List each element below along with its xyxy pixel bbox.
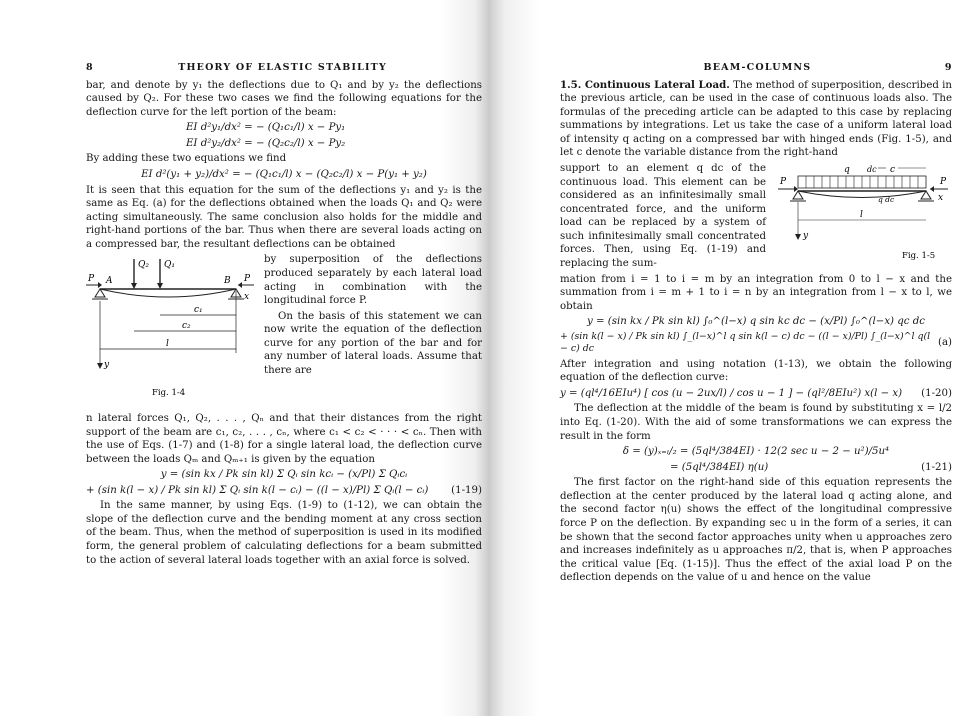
fig4-label-y: y (104, 360, 110, 371)
fig4-label-l: l (166, 339, 169, 350)
equation-1-19-number: (1-19) (451, 484, 482, 496)
left-paragraph-6: In the same manner, by using Eqs. (1-9) to (1-12), we can obtain the slope of the deflection curve and the bending moment at any cross section of the beam. Thus, when the method of superposition is used in its modified form, the general problem of calculating deflections for a beam submitted to the action of several lateral loads together with an axial force is solved. (86, 500, 482, 566)
equation-1-19-line-1: y = (sin kx / Pk sin kl) Σ Qᵢ sin kcᵢ − (x/Pl) Σ Qᵢcᵢ (160, 469, 408, 481)
left-paragraph-3: It is seen that this equation for the sum of the deflections y₁ and y₂ is the same as Eq. (a) for the deflections obtained when the loads Q₁ and Q₂ were acting simultaneously. The same conclusion also holds for the middle and right-hand portions of the bar. Thus when there are several loads acting on a compressed bar, the resultant deflections can be obtained (86, 184, 482, 250)
fig4-caption: Fig. 1-4 (152, 388, 186, 399)
right-paragraph-1: The method of superposition, described in the previous article, can be used in the case of continuous loads also. The formulas of the preceding article can be adapted to this case by replacing summations by integrations. Let us take the case of a uniform lateral load of intensity q acting on a compressed bar with hinged ends (Fig. 1-5), and let c denote the variable distance from the right-hand (560, 79, 952, 159)
beam-diagram-1-5 (774, 164, 952, 264)
left-running-title: THEORY OF ELASTIC STABILITY (178, 62, 387, 73)
equation-1-21-line-2 (560, 461, 952, 475)
equation-y2: EI d²y₂/dx² = − (Q₂c₂/l) x − Py₂ (186, 137, 346, 149)
fig5-label-c: c (890, 165, 896, 175)
fig5-caption: Fig. 1-5 (902, 251, 936, 261)
fig4-label-b: B (224, 276, 231, 287)
section-title-1-5: 1.5. Continuous Lateral Load. (560, 78, 730, 91)
fig4-label-q2: Q₂ (138, 260, 149, 271)
fig5-label-l: l (860, 210, 863, 220)
equation-1-20-text: y = (ql⁴/16EIu⁴) [ cos (u − 2ux/l) / cos u − 1 ] − (ql²/8EIu²) x(l − x) (560, 387, 903, 399)
right-paragraph-6: The first factor on the right-hand side of this equation represents the deflection at the center produced by the lateral load q acting alone, and the second factor η(u) shows the effect of the longitudinal compressive force P on the deflection. By expanding sec u in the form of a series, it can be shown that the second factor approaches unity when u approaches zero and increases indefinitely as u approaches π/2, that is, when P approaches the critical value [Eq. (1-15)]. Thus the effect of the axial load P on the deflection depends on the value of u and hence on the value (560, 477, 952, 584)
fig4-label-c1: c₁ (194, 305, 203, 316)
equation-1-19-line-2-text: + (sin k(l − x) / Pk sin kl) Σ Qᵢ sin k(l − cᵢ) − ((l − x)/Pl) Σ Qᵢ(l − cᵢ) (86, 484, 429, 496)
fig4-label-a: A (106, 276, 113, 287)
left-running-head (86, 62, 482, 75)
equation-a-number: (a) (937, 337, 952, 349)
fig4-label-c2: c₂ (182, 321, 191, 332)
right-paragraph-3: mation from i = 1 to i = m by an integration from 0 to l − x and the summation from i = m + 1 to i = n by an integration from l − x to l, we obtain (560, 273, 952, 312)
equation-1-20 (560, 387, 952, 401)
equation-1-20-number: (1-20) (921, 387, 952, 399)
fig5-label-p-right: P (940, 177, 947, 187)
fig4-label-q1: Q₁ (164, 260, 175, 271)
figure-1-4 (86, 255, 256, 410)
fig4-label-p-right: P (244, 274, 251, 285)
right-running-head (560, 62, 952, 75)
left-paragraph-2: By adding these two equations we find (86, 153, 287, 165)
beam-diagram-1-4 (86, 255, 256, 405)
fig5-label-qdc: q dc (878, 195, 895, 204)
left-paragraph-4a: by superposition of the deflections produced separately by each lateral load acting in combination with the longitudinal force P. (264, 254, 482, 307)
left-paragraph-1: bar, and denote by y₁ the deflections due to Q₁ and by y₂ the deflections caused by Q₂. For these two cases we find the following equations for the deflection curve for the left portion of the beam: (86, 79, 482, 118)
equation-a-line-2-text: + (sin k(l − x) / Pk sin kl) ∫_(l−x)^l q sin k(l − c) dc − ((l − x)/Pl) ∫_(l−x)^l q(l − c) dc (560, 330, 931, 355)
fig5-label-y: y (803, 231, 809, 241)
fig5-label-x: x (938, 193, 944, 203)
right-page (490, 0, 980, 716)
fig5-label-p-left: P (780, 177, 787, 187)
equation-1-19-line-2 (86, 484, 482, 498)
equation-1-21-number: (1-21) (921, 461, 952, 473)
fig4-label-p-left: P (88, 274, 95, 285)
fig5-label-q: q (844, 165, 850, 175)
equation-1-21-line-2-text: = (5ql⁴/384EI) η(u) (670, 461, 769, 473)
equation-sum: EI d²(y₁ + y₂)/dx² = − (Q₁c₁/l) x − (Q₂c₂/l) x − P(y₁ + y₂) (141, 169, 427, 180)
right-page-number: 9 (944, 62, 952, 73)
right-paragraph-5: The deflection at the middle of the beam is found by substituting x = l/2 into Eq. (1-20). With the aid of some transformations we can express the result in the form (560, 403, 952, 442)
right-paragraph-2: support to an element q dc of the continuous load. This element can be considered as an infinitesimally small concentrated force, and the uniform load can be replaced by a system of such infinitesimally small concentrated forces. Then, using Eq. (1-19) and replacing the sum- (560, 163, 766, 269)
figure-1-5 (774, 164, 952, 269)
equation-y1: EI d²y₁/dx² = − (Q₁c₁/l) x − Py₁ (186, 122, 346, 134)
left-paragraph-5: n lateral forces Q₁, Q₂, . . . , Qₙ and that their distances from the right support of the beam are c₁, c₂, . . . , cₙ, where c₁ < c₂ < · · · < cₙ. Then with the use of Eqs. (1-7) and (1-8) for a single lateral load, the deflection curve between the loads Qₘ and Qₘ₊₁ is given by the equation (86, 412, 482, 465)
equation-a-line-1: y = (sin kx / Pk sin kl) ∫₀^(l−x) q sin kc dc − (x/Pl) ∫₀^(l−x) qc dc (587, 316, 925, 328)
left-paragraph-4b: On the basis of this statement we can now write the equation of the deflection curve for any portion of the bar and for any number of lateral loads. Assume that there are (264, 310, 482, 376)
fig5-label-dc: dc (867, 165, 877, 174)
fig4-label-x: x (244, 292, 250, 303)
equation-1-21-line-1: δ = (y)ₓ₌ₗ/₂ = (5ql⁴/384EI) · 12(2 sec u − 2 − u²)/5u⁴ (622, 446, 890, 458)
right-paragraph-4: After integration and using notation (1-13), we obtain the following equation of the deflection curve: (560, 358, 952, 384)
equation-a-line-2 (560, 331, 952, 356)
left-page-number: 8 (86, 62, 94, 73)
right-running-title: BEAM-COLUMNS (703, 62, 812, 73)
